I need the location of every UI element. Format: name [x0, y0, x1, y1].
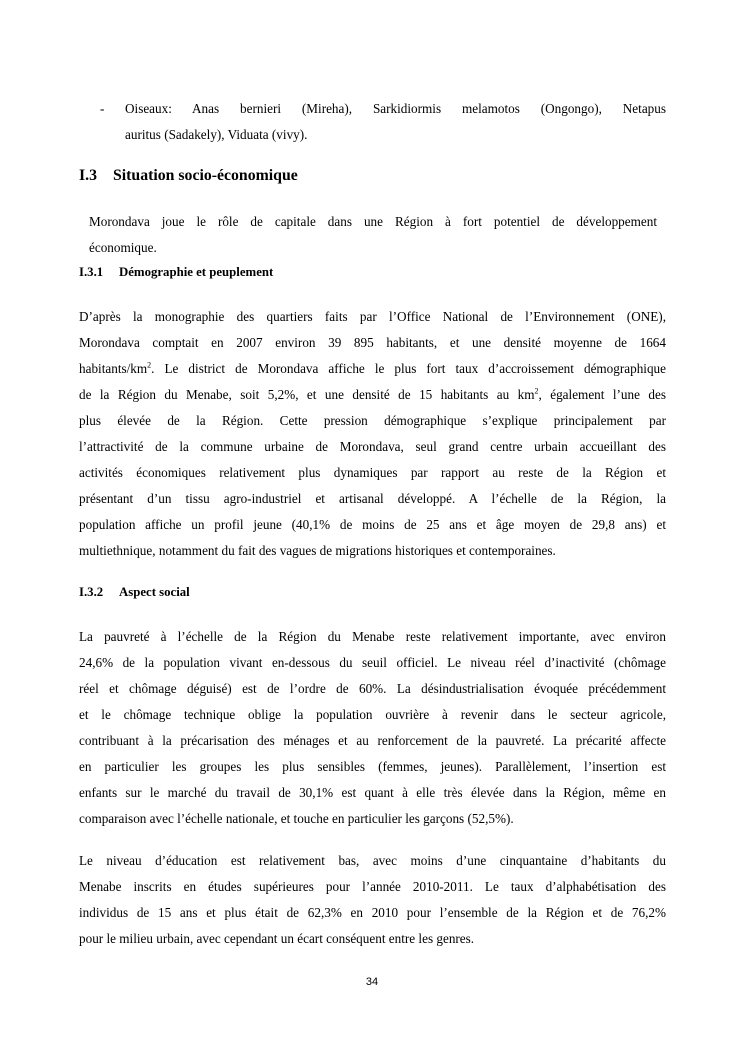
paragraph-line: l’attractivité de la commune urbaine de Morondava, seul grand centre urbain accueillant des	[79, 439, 666, 454]
paragraph-line: La pauvreté à l’échelle de la Région du Menabe reste relativement importante, avec environ	[79, 629, 666, 644]
subsection-heading-social	[79, 585, 190, 600]
paragraph-line: D’après la monographie des quartiers faits par l’Office National de l’Environnement (ONE),	[79, 309, 666, 324]
paragraph-line: plus élevée de la Région. Cette pression démographique s’explique principalement par	[79, 413, 666, 428]
paragraph-line: comparaison avec l’échelle nationale, et touche en particulier les garçons (52,5%).	[79, 811, 514, 826]
paragraph-line: 24,6% de la population vivant en-dessous du seuil officiel. Le niveau réel d’inactivité (chômage	[79, 655, 666, 670]
paragraph-line: population affiche un profil jeune (40,1% de moins de 25 ans et âge moyen de 29,8 ans) et	[79, 517, 666, 532]
paragraph-line: Le niveau d’éducation est relativement bas, avec moins d’une cinquantaine d’habitants du	[79, 853, 666, 868]
paragraph-line: de la Région du Menabe, soit 5,2%, et une densité de 15 habitants au $km^2$, également l’une des	[79, 386, 666, 402]
demographie-paragraph	[79, 304, 666, 564]
paragraph-line: Menabe inscrits en études supérieures pour l’année 2010-2011. Le taux d’alphabétisation des	[79, 879, 666, 894]
section-heading	[79, 167, 298, 185]
superscript: 2	[534, 386, 539, 396]
paragraph-line: Morondava comptait en 2007 environ 39 895 habitants, et une densité moyenne de 1664	[79, 335, 666, 350]
paragraph-line: contribuant à la précarisation des ménages et au renforcement de la pauvreté. La précarité affecte	[79, 733, 666, 748]
bullet-line: auritus (Sadakely), Viduata (vivy).	[125, 127, 308, 142]
intro-line: économique.	[89, 240, 157, 255]
intro-line: Morondava joue le rôle de capitale dans une Région à fort potentiel de développement	[89, 214, 657, 229]
bullet-dash: -	[100, 101, 105, 116]
bird-species-bullet	[100, 96, 666, 148]
paragraph-line: multiethnique, notamment du fait des vagues de migrations historiques et contemporaines.	[79, 543, 556, 558]
bullet-line: Oiseaux: Anas bernieri (Mireha), Sarkidiormis melamotos (Ongongo), Netapus	[125, 101, 666, 116]
subsection-title: Démographie et peuplement	[119, 265, 274, 279]
social-paragraph-poverty	[79, 624, 666, 832]
paragraph-line: réel et chômage déguisé) est de l’ordre de 60%. La désindustrialisation évoquée précédemment	[79, 681, 666, 696]
section-title: Situation socio-économique	[113, 167, 298, 184]
paragraph-line: individus de 15 ans et plus était de 62,3% en 2010 pour l’ensemble de la Région et de 76,2%	[79, 905, 666, 920]
social-paragraph-education	[79, 848, 666, 952]
paragraph-line: et le chômage technique oblige la population ouvrière à revenir dans le secteur agricole,	[79, 707, 666, 722]
subsection-number: I.3.1	[79, 265, 104, 279]
subsection-title: Aspect social	[119, 585, 190, 599]
page-number: 34	[365, 976, 379, 988]
paragraph-line: en particulier les groupes les plus sensibles (femmes, jeunes). Parallèlement, l’insertion est	[79, 759, 666, 774]
subsection-heading-demographie	[79, 265, 273, 280]
paragraph-line: présentant d’un tissu agro-industriel et artisanal développé. A l’échelle de la Région, la	[79, 491, 666, 506]
subsection-number: I.3.2	[79, 585, 104, 599]
paragraph-line: enfants sur le marché du travail de 30,1% est quant à elle très élevée dans la Région, même en	[79, 785, 666, 800]
paragraph-line: activités économiques relativement plus dynamiques par rapport au reste de la Région et	[79, 465, 666, 480]
paragraph-line: habitants/$km^2$. Le district de Morondava affiche le plus fort taux d’accroissement démographique	[79, 360, 666, 376]
paragraph-line: pour le milieu urbain, avec cependant un écart conséquent entre les genres.	[79, 931, 475, 946]
section-number: I.3	[79, 167, 97, 184]
superscript: 2	[147, 360, 152, 370]
section-intro	[89, 209, 657, 261]
